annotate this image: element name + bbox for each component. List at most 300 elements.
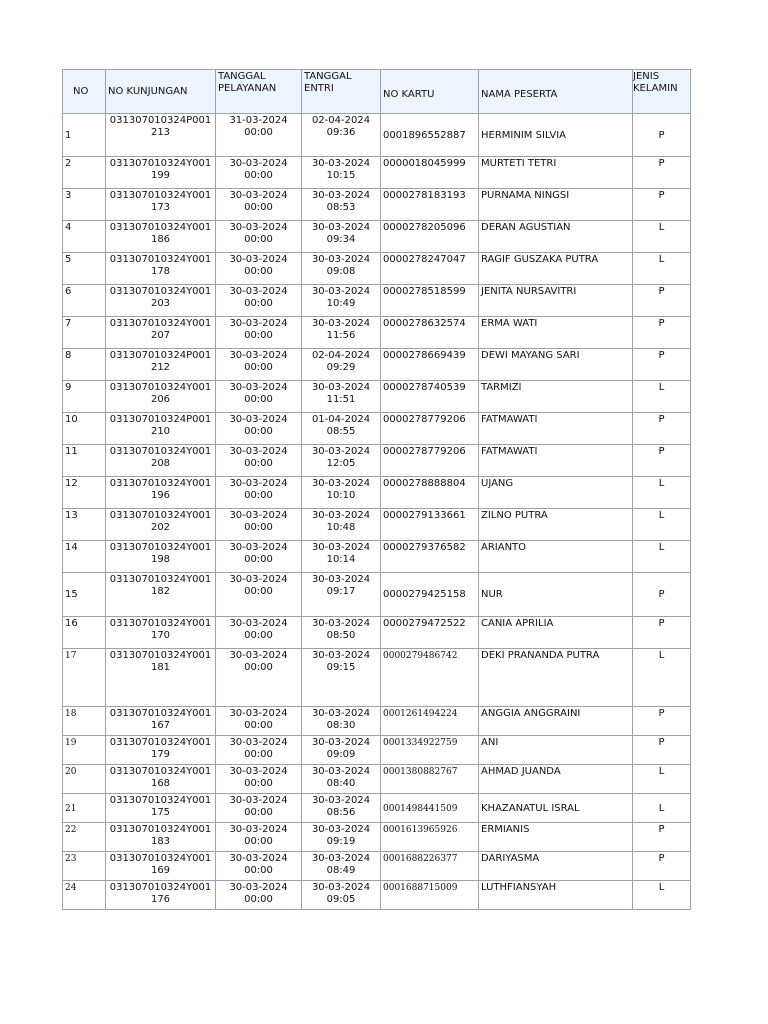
cell-jenis-kelamin-value: P [658, 618, 665, 629]
cell-no-kartu-value: 0000279133661 [383, 510, 466, 521]
cell-no-kunjungan-line2: 212 [150, 362, 171, 373]
header-tanggal-entri-line2: ENTRI [304, 83, 334, 94]
cell-no-kunjungan-line2: 203 [150, 298, 171, 309]
cell-no-value: 24 [65, 883, 77, 893]
cell-no-kunjungan-line1: 031307010324Y001 [109, 542, 212, 553]
cell-no-kartu [381, 349, 479, 381]
cell-no-kunjungan [106, 349, 216, 381]
cell-jenis-kelamin [633, 477, 691, 509]
cell-tanggal-entri-line2: 08:40 [326, 778, 356, 789]
cell-tanggal-pelayanan-line2: 00:00 [244, 807, 273, 818]
cell-no [63, 317, 106, 349]
cell-no-kartu-value: 0000279376582 [383, 542, 466, 553]
cell-tanggal-entri-line2: 09:36 [326, 127, 356, 138]
cell-jenis-kelamin-value: P [658, 414, 665, 425]
cell-no-kunjungan-line2: 206 [150, 394, 171, 405]
cell-tanggal-entri-line1: 30-03-2024 [311, 650, 371, 661]
cell-tanggal-pelayanan-line2: 00:00 [244, 266, 273, 277]
cell-tanggal-pelayanan [216, 253, 302, 285]
cell-no-kunjungan [106, 114, 216, 157]
cell-tanggal-entri [302, 221, 381, 253]
header-no-kartu: NO KARTU [381, 70, 479, 114]
cell-no-kunjungan-line2: 202 [150, 522, 171, 533]
cell-nama-peserta-value: JENITA NURSAVITRI [481, 286, 577, 297]
cell-no-kunjungan-line1: 031307010324Y001 [109, 766, 212, 777]
cell-jenis-kelamin-value: P [658, 129, 665, 141]
cell-tanggal-pelayanan-line2: 00:00 [244, 490, 273, 501]
cell-tanggal-entri-line1: 02-04-2024 [311, 350, 371, 361]
cell-tanggal-entri-line1: 30-03-2024 [311, 618, 371, 629]
cell-no-kunjungan-line1: 031307010324P001 [109, 350, 212, 361]
cell-no-kartu-value: 0001688715009 [383, 883, 458, 893]
cell-jenis-kelamin [633, 736, 691, 765]
cell-tanggal-entri-line1: 30-03-2024 [311, 158, 371, 169]
cell-no [63, 253, 106, 285]
cell-no-kunjungan-line1: 031307010324Y001 [109, 158, 212, 169]
cell-nama-peserta-value: FATMAWATI [481, 414, 538, 425]
cell-tanggal-entri-line2: 08:55 [326, 426, 356, 437]
cell-jenis-kelamin-value: L [658, 254, 665, 265]
header-row [63, 70, 691, 114]
cell-nama-peserta [479, 823, 633, 852]
cell-no-kunjungan-line1: 031307010324P001 [109, 414, 212, 425]
cell-no-value: 7 [65, 318, 72, 329]
cell-nama-peserta [479, 881, 633, 910]
patient-visit-table [62, 69, 691, 910]
cell-jenis-kelamin [633, 381, 691, 413]
cell-jenis-kelamin-value: P [658, 190, 665, 201]
cell-tanggal-pelayanan [216, 707, 302, 736]
cell-no-kunjungan-line2: 186 [150, 234, 171, 245]
cell-tanggal-entri [302, 349, 381, 381]
cell-jenis-kelamin [633, 852, 691, 881]
cell-tanggal-entri [302, 445, 381, 477]
cell-nama-peserta [479, 617, 633, 649]
cell-no-kunjungan [106, 823, 216, 852]
cell-tanggal-pelayanan-line1: 30-03-2024 [229, 382, 288, 393]
cell-no-kartu [381, 765, 479, 794]
cell-nama-peserta-value: MURTETI TETRI [481, 158, 557, 169]
cell-no-kunjungan-line2: 170 [150, 630, 171, 641]
cell-no-kartu-value: 0001613965926 [383, 825, 458, 835]
cell-nama-peserta-value: AHMAD JUANDA [481, 766, 561, 777]
cell-tanggal-entri-line1: 30-03-2024 [311, 222, 371, 233]
cell-no [63, 285, 106, 317]
table-row [63, 189, 691, 221]
cell-tanggal-entri-line1: 30-03-2024 [311, 795, 371, 806]
cell-jenis-kelamin [633, 541, 691, 573]
cell-no-kunjungan-line2: 168 [150, 778, 171, 789]
cell-no-kunjungan [106, 157, 216, 189]
cell-tanggal-pelayanan-line1: 30-03-2024 [229, 882, 288, 893]
cell-jenis-kelamin [633, 617, 691, 649]
cell-tanggal-entri [302, 649, 381, 707]
cell-jenis-kelamin-value: L [658, 882, 665, 893]
cell-no-kartu [381, 823, 479, 852]
cell-no-value: 15 [65, 589, 78, 600]
cell-tanggal-pelayanan-line2: 00:00 [244, 522, 273, 533]
cell-nama-peserta [479, 573, 633, 617]
cell-nama-peserta [479, 649, 633, 707]
cell-no-kartu [381, 189, 479, 221]
cell-no-kunjungan-line1: 031307010324Y001 [109, 574, 212, 585]
cell-nama-peserta-value: DEKI PRANANDA PUTRA [481, 650, 600, 661]
cell-no-kunjungan [106, 189, 216, 221]
cell-no-kartu [381, 649, 479, 707]
cell-no [63, 509, 106, 541]
cell-no [63, 114, 106, 157]
cell-tanggal-pelayanan [216, 381, 302, 413]
cell-tanggal-pelayanan [216, 317, 302, 349]
cell-nama-peserta [479, 736, 633, 765]
cell-tanggal-entri [302, 114, 381, 157]
cell-no-kunjungan-line1: 031307010324Y001 [109, 478, 212, 489]
cell-tanggal-entri-line2: 08:53 [326, 202, 356, 213]
cell-tanggal-entri-line1: 30-03-2024 [311, 737, 371, 748]
cell-jenis-kelamin-value: L [658, 478, 665, 489]
cell-tanggal-pelayanan-line2: 00:00 [244, 170, 273, 181]
cell-tanggal-pelayanan [216, 765, 302, 794]
cell-no [63, 649, 106, 707]
cell-no-value: 2 [65, 158, 72, 169]
cell-no-kartu-value: 0000279425158 [383, 589, 466, 600]
cell-nama-peserta-value: TARMIZI [481, 382, 522, 393]
cell-no-kunjungan-line2: 196 [150, 490, 171, 501]
cell-no-kartu-value: 0001688226377 [383, 854, 458, 864]
header-jenis-kelamin-line1: JENIS [633, 71, 660, 82]
cell-tanggal-entri-line2: 09:17 [326, 586, 356, 597]
cell-tanggal-entri-line2: 10:48 [326, 522, 356, 533]
cell-no-kunjungan [106, 381, 216, 413]
cell-nama-peserta [479, 445, 633, 477]
cell-tanggal-entri [302, 189, 381, 221]
cell-tanggal-pelayanan-line2: 00:00 [244, 394, 273, 405]
cell-no-kunjungan-line1: 031307010324Y001 [109, 510, 212, 521]
cell-jenis-kelamin [633, 649, 691, 707]
cell-nama-peserta [479, 413, 633, 445]
cell-no [63, 881, 106, 910]
cell-tanggal-entri-line1: 30-03-2024 [311, 382, 371, 393]
cell-no-value: 5 [65, 254, 72, 265]
cell-tanggal-pelayanan [216, 445, 302, 477]
cell-nama-peserta-value: RAGIF GUSZAKA PUTRA [481, 254, 599, 265]
cell-tanggal-pelayanan-line2: 00:00 [244, 720, 273, 731]
table-row [63, 349, 691, 381]
cell-tanggal-pelayanan-line1: 30-03-2024 [229, 853, 288, 864]
cell-no [63, 573, 106, 617]
cell-no-kunjungan [106, 253, 216, 285]
cell-nama-peserta [479, 707, 633, 736]
cell-tanggal-pelayanan [216, 413, 302, 445]
cell-no-kunjungan-line2: 210 [150, 426, 171, 437]
cell-jenis-kelamin [633, 823, 691, 852]
cell-no-kartu [381, 852, 479, 881]
cell-no-kartu [381, 157, 479, 189]
cell-tanggal-entri [302, 157, 381, 189]
header-tanggal-pelayanan-line1: TANGGAL [218, 71, 266, 82]
cell-no-kunjungan-line1: 031307010324P001 [109, 115, 212, 126]
cell-tanggal-entri-line1: 30-03-2024 [311, 824, 371, 835]
cell-tanggal-entri-line1: 30-03-2024 [311, 574, 371, 585]
cell-tanggal-entri-line1: 30-03-2024 [311, 318, 371, 329]
cell-no-kartu [381, 445, 479, 477]
cell-tanggal-pelayanan [216, 221, 302, 253]
cell-jenis-kelamin [633, 765, 691, 794]
cell-tanggal-pelayanan-line1: 30-03-2024 [229, 737, 288, 748]
cell-tanggal-entri-line2: 10:14 [326, 554, 356, 565]
cell-tanggal-pelayanan [216, 649, 302, 707]
cell-no-kunjungan-line2: 199 [150, 170, 171, 181]
cell-no-kunjungan-line2: 183 [150, 836, 171, 847]
cell-tanggal-entri-line2: 11:51 [326, 394, 356, 405]
cell-no-kartu-value: 0000278888804 [383, 478, 466, 489]
cell-no-kunjungan-line1: 031307010324Y001 [109, 382, 212, 393]
cell-nama-peserta [479, 509, 633, 541]
header-tanggal-pelayanan [216, 70, 302, 114]
cell-tanggal-entri-line1: 30-03-2024 [311, 510, 371, 521]
cell-jenis-kelamin [633, 881, 691, 910]
cell-nama-peserta-value: HERMINIM SILVIA [481, 129, 566, 141]
cell-no-kunjungan-line1: 031307010324Y001 [109, 650, 212, 661]
cell-tanggal-pelayanan-line2: 00:00 [244, 778, 273, 789]
cell-no-kunjungan-line2: 178 [150, 266, 171, 277]
table-row [63, 573, 691, 617]
cell-tanggal-entri [302, 823, 381, 852]
cell-tanggal-entri [302, 477, 381, 509]
cell-jenis-kelamin [633, 189, 691, 221]
cell-tanggal-pelayanan-line1: 30-03-2024 [229, 286, 288, 297]
cell-no-value: 9 [65, 382, 72, 393]
table-row [63, 221, 691, 253]
cell-nama-peserta [479, 794, 633, 823]
cell-no-kunjungan [106, 541, 216, 573]
cell-no-kartu-value: 0000278518599 [383, 286, 466, 297]
cell-tanggal-entri-line2: 09:19 [326, 836, 356, 847]
cell-jenis-kelamin [633, 285, 691, 317]
cell-jenis-kelamin-value: P [658, 286, 665, 297]
cell-no-kunjungan-line2: 182 [150, 586, 171, 597]
cell-tanggal-entri [302, 794, 381, 823]
cell-jenis-kelamin-value: L [658, 542, 665, 553]
cell-tanggal-pelayanan-line2: 00:00 [244, 426, 273, 437]
cell-no-kartu-value: 0000278183193 [383, 190, 466, 201]
cell-tanggal-entri-line2: 11:56 [326, 330, 356, 341]
cell-tanggal-pelayanan-line2: 00:00 [244, 554, 273, 565]
cell-no-kunjungan-line1: 031307010324Y001 [109, 618, 212, 629]
cell-tanggal-pelayanan-line2: 00:00 [244, 865, 273, 876]
cell-tanggal-pelayanan-line1: 30-03-2024 [229, 618, 288, 629]
cell-jenis-kelamin-value: P [658, 158, 665, 169]
cell-no-kunjungan [106, 509, 216, 541]
header-jenis-kelamin-line2: KELAMIN [633, 83, 678, 94]
cell-tanggal-entri-line1: 30-03-2024 [311, 446, 371, 457]
cell-jenis-kelamin-value: P [658, 446, 665, 457]
cell-jenis-kelamin [633, 509, 691, 541]
cell-no [63, 157, 106, 189]
cell-tanggal-pelayanan-line1: 30-03-2024 [229, 318, 288, 329]
cell-no-kartu-value: 0001380882767 [383, 767, 458, 777]
cell-tanggal-pelayanan [216, 573, 302, 617]
cell-jenis-kelamin-value: P [658, 708, 665, 719]
table-row [63, 509, 691, 541]
cell-nama-peserta [479, 253, 633, 285]
cell-no-kartu [381, 285, 479, 317]
cell-no-kartu-value: 0000279486742 [383, 651, 458, 661]
cell-tanggal-pelayanan [216, 157, 302, 189]
cell-tanggal-entri [302, 285, 381, 317]
cell-no-kartu-value: 0000278740539 [383, 382, 466, 393]
table-row [63, 823, 691, 852]
cell-no [63, 445, 106, 477]
cell-tanggal-entri-line2: 09:05 [326, 894, 356, 905]
cell-no-kunjungan [106, 765, 216, 794]
cell-tanggal-entri-line1: 30-03-2024 [311, 254, 371, 265]
cell-tanggal-pelayanan-line1: 30-03-2024 [229, 350, 288, 361]
cell-no-kunjungan [106, 317, 216, 349]
cell-no-kartu-value: 0000278779206 [383, 414, 466, 425]
cell-tanggal-entri-line1: 02-04-2024 [311, 115, 371, 126]
table-row [63, 157, 691, 189]
cell-no-value: 6 [65, 286, 72, 297]
cell-tanggal-entri-line2: 12:05 [326, 458, 356, 469]
cell-tanggal-pelayanan-line1: 30-03-2024 [229, 574, 288, 585]
cell-tanggal-pelayanan-line1: 30-03-2024 [229, 824, 288, 835]
cell-no-kartu [381, 413, 479, 445]
cell-no-kartu [381, 881, 479, 910]
cell-tanggal-pelayanan [216, 736, 302, 765]
cell-jenis-kelamin [633, 114, 691, 157]
cell-tanggal-entri [302, 573, 381, 617]
cell-tanggal-entri-line1: 30-03-2024 [311, 766, 371, 777]
cell-nama-peserta-value: ANGGIA ANGGRAINI [481, 708, 581, 719]
table-row [63, 794, 691, 823]
cell-no-kunjungan [106, 736, 216, 765]
cell-no-kunjungan-line2: 173 [150, 202, 171, 213]
cell-tanggal-pelayanan [216, 852, 302, 881]
cell-nama-peserta [479, 317, 633, 349]
cell-nama-peserta-value: ERMIANIS [481, 824, 530, 835]
cell-no-kunjungan-line1: 031307010324Y001 [109, 824, 212, 835]
cell-no-kunjungan-line2: 167 [150, 720, 171, 731]
cell-nama-peserta [479, 349, 633, 381]
cell-no-kartu [381, 573, 479, 617]
cell-jenis-kelamin [633, 707, 691, 736]
cell-tanggal-pelayanan [216, 823, 302, 852]
cell-no-kartu [381, 114, 479, 157]
cell-no [63, 823, 106, 852]
cell-no-kunjungan-line1: 031307010324Y001 [109, 318, 212, 329]
cell-no-kunjungan-line2: 175 [150, 807, 171, 818]
cell-no-kunjungan-line1: 031307010324Y001 [109, 222, 212, 233]
cell-nama-peserta-value: ERMA WATI [481, 318, 538, 329]
cell-no-kartu [381, 541, 479, 573]
header-nama-peserta: NAMA PESERTA [479, 70, 633, 114]
cell-no-kartu [381, 477, 479, 509]
cell-no-value: 18 [65, 709, 77, 719]
header-tanggal-pelayanan-line2: PELAYANAN [218, 83, 277, 94]
table-body [63, 114, 691, 910]
cell-jenis-kelamin-value: P [658, 737, 665, 748]
cell-jenis-kelamin-value: P [658, 824, 665, 835]
cell-tanggal-entri-line2: 09:34 [326, 234, 356, 245]
cell-no-kartu [381, 617, 479, 649]
cell-nama-peserta [479, 114, 633, 157]
cell-tanggal-entri-line1: 30-03-2024 [311, 286, 371, 297]
cell-tanggal-entri [302, 541, 381, 573]
cell-tanggal-pelayanan-line2: 00:00 [244, 202, 273, 213]
cell-tanggal-pelayanan-line1: 30-03-2024 [229, 158, 288, 169]
cell-tanggal-pelayanan-line2: 00:00 [244, 298, 273, 309]
cell-tanggal-pelayanan [216, 114, 302, 157]
cell-tanggal-entri-line1: 30-03-2024 [311, 882, 371, 893]
cell-tanggal-pelayanan-line2: 00:00 [244, 749, 273, 760]
cell-jenis-kelamin-value: P [658, 318, 665, 329]
cell-no-kartu [381, 381, 479, 413]
cell-no-kartu [381, 253, 479, 285]
header-tanggal-entri-line1: TANGGAL [304, 71, 352, 82]
cell-nama-peserta [479, 221, 633, 253]
cell-tanggal-pelayanan-line2: 00:00 [244, 458, 273, 469]
cell-no-value: 10 [65, 414, 78, 425]
cell-nama-peserta-value: ARIANTO [481, 542, 527, 553]
cell-no-value: 8 [65, 350, 72, 361]
cell-no-kartu-value: 0001261494224 [383, 709, 458, 719]
cell-jenis-kelamin [633, 157, 691, 189]
cell-no-value: 23 [65, 854, 77, 864]
cell-nama-peserta-value: ZILNO PUTRA [481, 510, 548, 521]
table-row [63, 445, 691, 477]
cell-no-value: 11 [65, 446, 78, 457]
cell-tanggal-pelayanan [216, 509, 302, 541]
cell-nama-peserta [479, 157, 633, 189]
cell-no-kunjungan [106, 794, 216, 823]
cell-nama-peserta-value: KHAZANATUL ISRAL [481, 802, 580, 814]
cell-no [63, 189, 106, 221]
cell-tanggal-entri-line2: 09:29 [326, 362, 356, 373]
header-jenis-kelamin [633, 70, 691, 114]
cell-tanggal-pelayanan-line2: 00:00 [244, 127, 273, 138]
cell-no-kunjungan [106, 413, 216, 445]
cell-no [63, 794, 106, 823]
cell-no-kunjungan-line1: 031307010324Y001 [109, 708, 212, 719]
cell-no [63, 349, 106, 381]
cell-no-kartu-value: 0000279472522 [383, 618, 466, 629]
cell-tanggal-pelayanan-line1: 30-03-2024 [229, 708, 288, 719]
cell-nama-peserta [479, 381, 633, 413]
cell-no-kunjungan-line2: 176 [150, 894, 171, 905]
cell-jenis-kelamin-value: L [658, 650, 665, 661]
cell-tanggal-pelayanan-line2: 00:00 [244, 362, 273, 373]
cell-no-kartu [381, 317, 479, 349]
cell-no-kunjungan-line1: 031307010324Y001 [109, 446, 212, 457]
cell-tanggal-pelayanan-line1: 30-03-2024 [229, 650, 288, 661]
cell-jenis-kelamin [633, 317, 691, 349]
cell-no-kunjungan-line2: 213 [150, 127, 171, 138]
cell-no [63, 617, 106, 649]
cell-no-kunjungan-line1: 031307010324Y001 [109, 853, 212, 864]
cell-tanggal-pelayanan-line2: 00:00 [244, 330, 273, 341]
cell-tanggal-pelayanan [216, 617, 302, 649]
cell-tanggal-entri [302, 253, 381, 285]
cell-jenis-kelamin-value: P [658, 350, 665, 361]
cell-tanggal-pelayanan [216, 541, 302, 573]
cell-no-kartu [381, 509, 479, 541]
cell-tanggal-pelayanan-line1: 30-03-2024 [229, 190, 288, 201]
cell-no-value: 4 [65, 222, 72, 233]
cell-nama-peserta [479, 541, 633, 573]
table-row [63, 707, 691, 736]
cell-no [63, 765, 106, 794]
